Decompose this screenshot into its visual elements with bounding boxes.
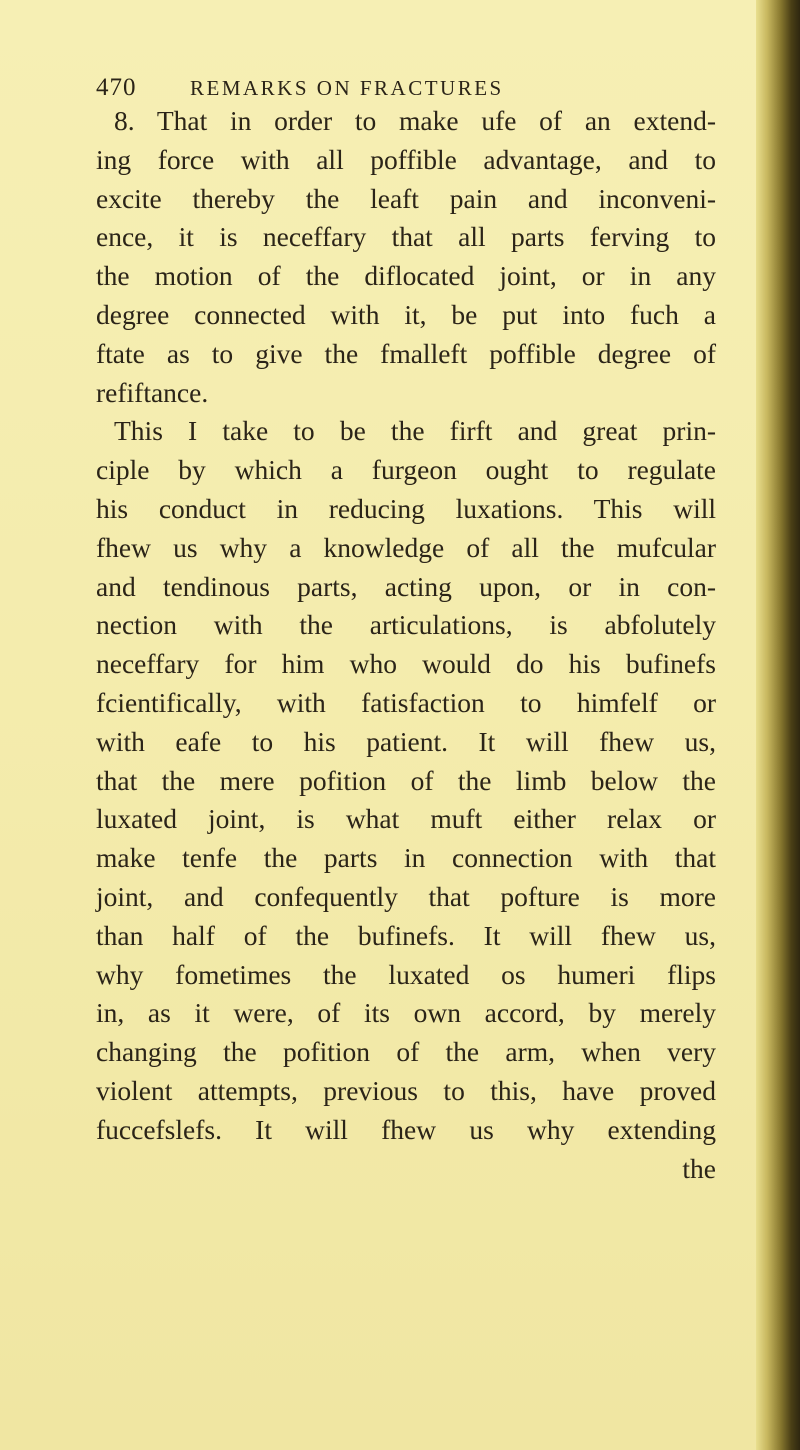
text-line: ciple by which a furgeon ought to regulate [96, 454, 716, 486]
text-line: ftate as to give the fmalleft poffible degree of [96, 337, 716, 369]
text-line: fuccefslefs. It will fhew us why extending [96, 1113, 716, 1145]
text-line: in, as it were, of its own accord, by merely [96, 997, 716, 1029]
text-line: This I take to be the firft and great prin- [114, 415, 716, 447]
text-line: why fometimes the luxated os humeri flips [96, 958, 716, 990]
text-line: that the mere pofition of the limb below the [96, 764, 716, 796]
body-text [96, 102, 716, 1188]
text-line: nection with the articulations, is abfolutely [96, 609, 716, 641]
page-number: 470 [96, 74, 137, 101]
text-line: ing force with all poffible advantage, and to [96, 143, 716, 175]
text-line: excite thereby the leaft pain and inconveni- [96, 182, 716, 214]
running-title: REMARKS ON FRACTURES [190, 76, 504, 100]
text-line: make tenfe the parts in connection with that [96, 842, 716, 874]
text-line: 8. That in order to make ufe of an extend- [114, 105, 716, 136]
text-line: with eafe to his patient. It will fhew us, [96, 725, 716, 757]
text-line: the motion of the diflocated joint, or in any [96, 260, 716, 292]
text-line: and tendinous parts, acting upon, or in con- [96, 570, 716, 602]
catchword: the [682, 1152, 716, 1184]
text-line: violent attempts, previous to this, have proved [96, 1074, 716, 1106]
text-line: fhew us why a knowledge of all the mufcular [96, 531, 716, 563]
text-line: degree connected with it, be put into fuch a [96, 298, 716, 330]
text-line: fcientifically, with fatisfaction to himfelf or [96, 686, 716, 718]
text-line: joint, and confequently that pofture is more [96, 880, 716, 912]
page-binding-edge [756, 0, 800, 1450]
text-line: luxated joint, is what muft either relax or [96, 803, 716, 835]
text-line: neceffary for him who would do his bufinefs [96, 648, 716, 680]
text-line: his conduct in reducing luxations. This will [96, 492, 716, 524]
text-line: refiftance. [96, 376, 209, 408]
text-line: changing the pofition of the arm, when very [96, 1036, 716, 1068]
text-line: ence, it is neceffary that all parts ferving to [96, 221, 716, 253]
text-line: than half of the bufinefs. It will fhew us, [96, 919, 716, 951]
